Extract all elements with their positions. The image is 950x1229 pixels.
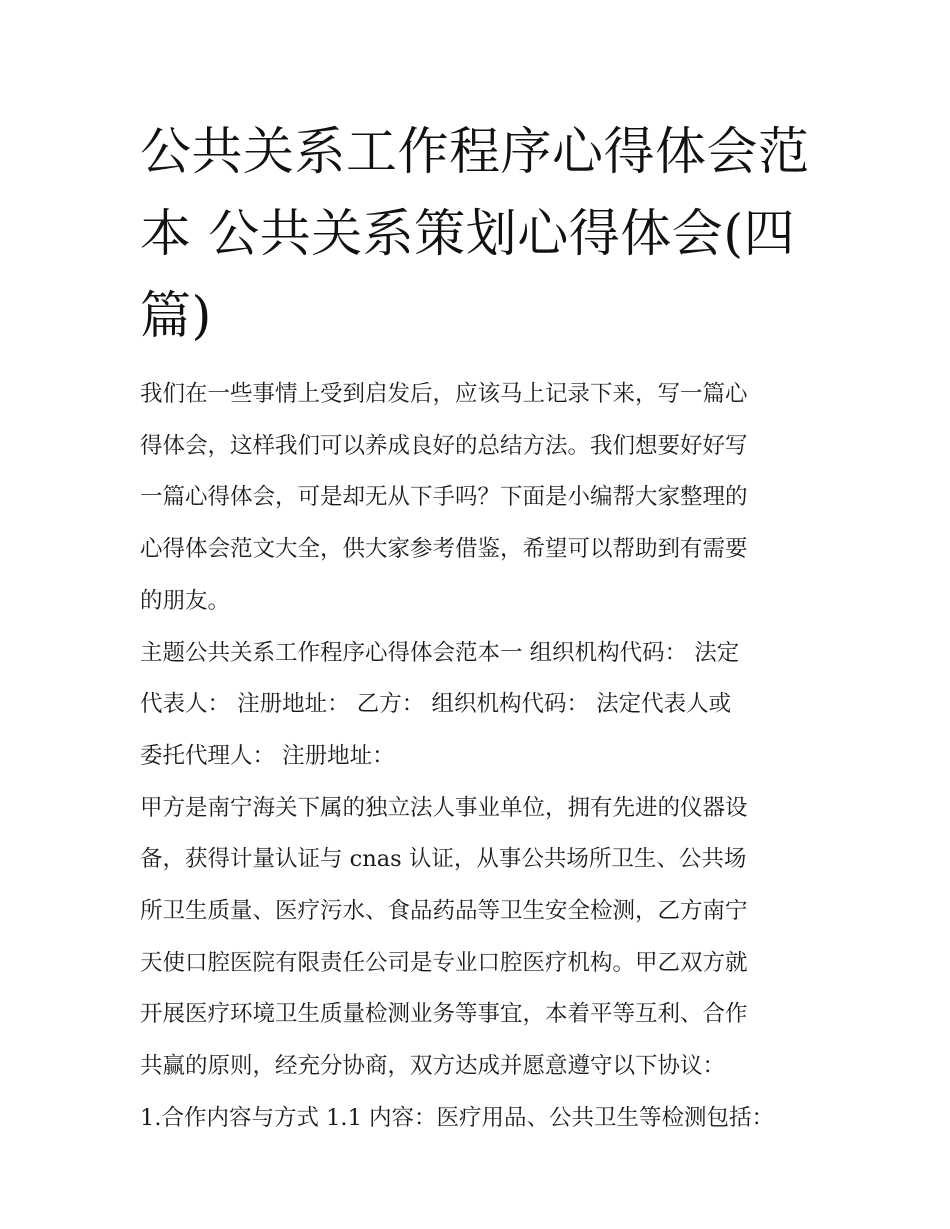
title-line: 本 公共关系策划心得体会(四 <box>140 205 796 264</box>
text-line: 主题公共关系工作程序心得体会范本一 组织机构代码： 法定 <box>140 639 740 666</box>
title-line: 篇) <box>140 287 212 346</box>
text-line: 的朋友。 <box>140 587 231 614</box>
clause-paragraph <box>140 1093 815 1145</box>
text-line: 共赢的原则，经充分协商，双方达成并愿意遵守以下协议： <box>140 1053 726 1080</box>
title-line: 公共关系工作程序心得体会范 <box>140 123 810 182</box>
text-line: 我们在一些事情上受到启发后，应该马上记录下来，写一篇心 <box>140 381 748 407</box>
document-page <box>140 112 815 1145</box>
text-line: 委托代理人： 注册地址： <box>140 742 395 769</box>
text-line: 所卫生质量、医疗污水、食品药品等卫生安全检测，乙方南宁 <box>140 898 748 925</box>
text-line: 一篇心得体会，可是却无从下手吗？下面是小编帮大家整理的 <box>140 484 748 511</box>
document-title <box>140 112 815 358</box>
text-line: 代表人： 注册地址： 乙方： 组织机构代码： 法定代表人或 <box>140 691 732 718</box>
background-paragraph <box>140 783 815 1093</box>
text-line: 甲方是南宁海关下属的独立法人事业单位，拥有先进的仪器设 <box>140 794 748 821</box>
text-line: 心得体会范文大全，供大家参考借鉴，希望可以帮助到有需要 <box>140 536 748 563</box>
document-body <box>140 369 815 1145</box>
text-line: 开展医疗环境卫生质量检测业务等事宜，本着平等互利、合作 <box>140 1001 748 1028</box>
text-line: 得体会，这样我们可以养成良好的总结方法。我们想要好好写 <box>140 432 748 459</box>
text-line: 备，获得计量认证与 cnas 认证，从事公共场所卫生、公共场 <box>140 846 747 873</box>
intro-paragraph <box>140 369 815 628</box>
text-line: 天使口腔医院有限责任公司是专业口腔医疗机构。甲乙双方就 <box>140 949 748 976</box>
party-info-paragraph <box>140 628 815 783</box>
text-line: 1.合作内容与方式 1.1 内容：医疗用品、公共卫生等检测包括： <box>140 1104 775 1131</box>
